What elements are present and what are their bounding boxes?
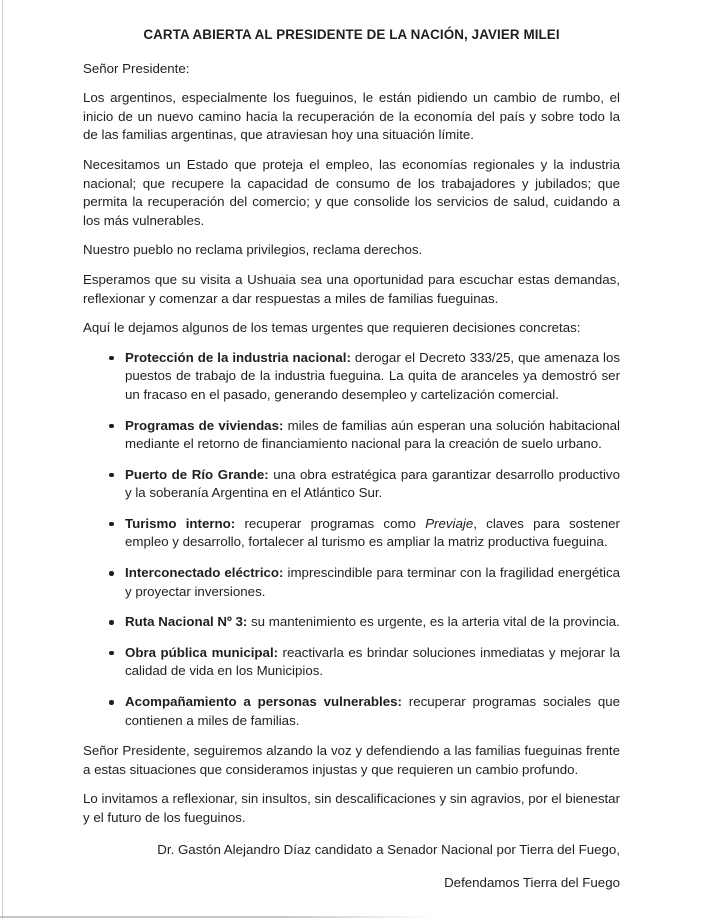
signature-slogan: Defendamos Tierra del Fuego [444, 875, 620, 891]
bullet-icon [109, 356, 114, 361]
topic-text: derogar el Decreto 333/25, que amenaza los puestos de trabajo de la industria fueguina. La quita de aranceles ya demostró ser un fracaso en el pasado, generando desempleo y cartelización comercial. [125, 349, 620, 402]
closing-paragraph-invitation: Lo invitamos a reflexionar, sin insultos, sin descalificaciones y sin agravios, por el bienestar y el futuro de los fueguinos. [83, 791, 620, 825]
topic-text: , claves para sostener empleo y desarrollo, fortalecer al turismo es ampliar la matriz productiva fueguina. [125, 515, 620, 550]
paragraph-ushuaia-visit: Esperamos que su visita a Ushuaia sea una oportunidad para escuchar estas demandas, reflexionar y comenzar a dar respuestas a miles de familias fueguinas. [83, 271, 620, 306]
topics-intro: Aquí le dejamos algunos de los temas urgentes que requieren decisiones concretas: [83, 320, 581, 336]
salutation: Señor Presidente: [83, 60, 190, 76]
letter-title: CARTA ABIERTA AL PRESIDENTE DE LA NACIÓN, JAVIER MILEI [143, 27, 560, 42]
topic-label: Ruta Nacional Nº 3: [125, 614, 248, 630]
topic-item-turismo [83, 515, 620, 552]
topic-label: Interconectado eléctrico: [125, 565, 284, 581]
bullet-icon [109, 473, 114, 478]
page-bottom-edge-line [0, 916, 701, 918]
topic-text: imprescindible para terminar con la fragilidad energética y proyectar inversiones. [125, 565, 620, 599]
topic-label: Acompañamiento a personas vulnerables: [125, 694, 402, 710]
bullet-icon [109, 700, 114, 705]
topic-label: Programas de viviendas: [125, 417, 284, 433]
paragraph-change-of-course: Los argentinos, especialmente los fueguinos, le están pidiendo un cambio de rumbo, el inicio de un nuevo camino hacia la recuperación de la economía del país y sobre todo la de las familias argentinas, que atraviesan hoy una situación límite. [83, 90, 620, 143]
topic-item-viviendas [83, 417, 620, 454]
topic-text: miles de familias aún esperan una solución habitacional mediante el retorno de financiamiento nacional para la creación de suelo urbano. [125, 417, 620, 452]
bullet-icon [109, 522, 114, 527]
bullet-icon [109, 651, 114, 656]
topic-label: Obra pública municipal: [125, 644, 279, 660]
paragraph-rights: Nuestro pueblo no reclama privilegios, reclama derechos. [83, 242, 423, 258]
bullet-icon [109, 424, 114, 429]
topic-text: reactivarla es brindar soluciones inmediatas y mejorar la calidad de vida en los Municipios. [125, 644, 620, 679]
topic-text: una obra estratégica para garantizar desarrollo productivo y la soberanía Argentina en el Atlántico Sur. [125, 466, 620, 501]
closing-paragraph-defense: Señor Presidente, seguiremos alzando la voz y defendiendo a las familias fueguinas frente a estas situaciones que consideramos injustas y que requieren un cambio profundo. [83, 743, 620, 777]
topic-label: Protección de la industria nacional: [125, 349, 351, 365]
topic-label: Turismo interno: [125, 515, 236, 531]
topics-list [83, 349, 620, 731]
signature-candidate: Dr. Gastón Alejandro Díaz candidato a Senador Nacional por Tierra del Fuego, [157, 841, 620, 857]
topic-text: recuperar programas como [235, 515, 426, 531]
topic-item-puerto [83, 466, 620, 503]
topic-item-ruta3 [83, 613, 620, 632]
topic-label: Puerto de Río Grande: [125, 466, 269, 482]
topic-item-obra-publica [83, 644, 620, 681]
topic-item-industria [83, 349, 620, 405]
topic-text: su mantenimiento es urgente, es la arteria vital de la provincia. [247, 614, 620, 630]
paragraph-state-role: Necesitamos un Estado que proteja el empleo, las economías regionales y la industria nacional; que recupere la capacidad de consumo de los trabajadores y jubilados; que permita la recuperación del comercio; y que consolide los servicios de salud, cuidando a los más vulnerables. [83, 156, 620, 228]
topic-item-acompanamiento [83, 693, 620, 730]
bullet-icon [109, 620, 114, 625]
topic-text-italic: Previaje [425, 515, 474, 531]
topic-item-interconectado [83, 564, 620, 601]
topic-text: recuperar programas sociales que contienen a miles de familias. [125, 694, 621, 728]
bullet-icon [109, 571, 114, 576]
